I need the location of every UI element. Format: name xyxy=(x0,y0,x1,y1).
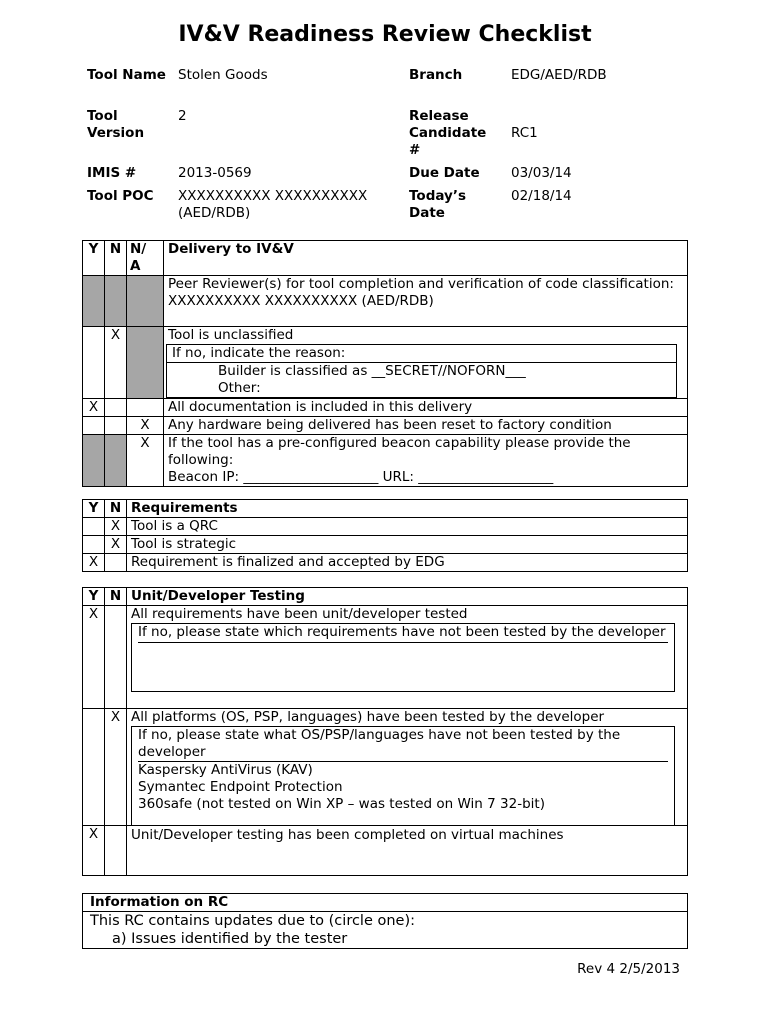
rc-info-option: a) Issues identified by the tester xyxy=(112,931,348,947)
delivery-table xyxy=(82,240,688,487)
delivery-heading: Delivery to IV&V xyxy=(164,241,688,276)
platform-item: 360safe (not tested on Win XP – was tested on Win 7 32-bit) xyxy=(138,796,545,812)
testing-heading: Unit/Developer Testing xyxy=(127,588,688,606)
untested-requirements-answer xyxy=(138,643,668,691)
req-y-mark xyxy=(83,536,105,554)
branch-value: EDG/AED/RDB xyxy=(511,67,607,83)
req-text: Tool is strategic xyxy=(127,536,688,554)
req-text: Tool is a QRC xyxy=(127,518,688,536)
platforms-n-mark: X xyxy=(105,709,127,826)
empty-cell xyxy=(83,709,105,826)
rc-info-line: This RC contains updates due to (circle one): xyxy=(90,913,416,929)
shaded-cell xyxy=(83,435,105,487)
unclassified-cell xyxy=(164,327,688,399)
requirements-table xyxy=(82,499,688,572)
rc-info-heading: Information on RC xyxy=(83,894,688,912)
tool-version-label: Tool Version xyxy=(87,108,145,141)
empty-cell xyxy=(105,826,127,876)
release-candidate-value: RC1 xyxy=(511,125,538,141)
unclassified-n-mark: X xyxy=(105,327,127,399)
peer-reviewer-cell xyxy=(164,276,688,327)
platform-item: Symantec Endpoint Protection xyxy=(138,779,343,795)
req-n-mark: X xyxy=(105,518,127,536)
unit-tested-y-mark: X xyxy=(83,606,105,709)
platforms-cell xyxy=(127,709,688,826)
untested-platforms-box xyxy=(131,726,675,825)
beacon-na-mark: X xyxy=(127,435,164,487)
req-n-mark: X xyxy=(105,536,127,554)
testing-table xyxy=(82,587,688,876)
unclassified-reason-box xyxy=(166,344,677,398)
imis-value: 2013-0569 xyxy=(178,165,252,181)
req-text: Requirement is finalized and accepted by EDG xyxy=(127,554,688,572)
col-n-header: N xyxy=(105,588,127,606)
todays-date-label: Today’s Date xyxy=(409,188,467,221)
platforms-text: All platforms (OS, PSP, languages) have been tested by the developer xyxy=(131,709,605,725)
builder-classified-text: Builder is classified as __SECRET//NOFORN___ xyxy=(218,363,526,379)
beacon-text: If the tool has a pre-configured beacon capability please provide the following: xyxy=(168,435,631,468)
untested-requirements-prompt: If no, please state which requirements have not been tested by the developer xyxy=(138,624,668,643)
tool-poc-value: XXXXXXXXXX XXXXXXXXXX (AED/RDB) xyxy=(178,188,368,221)
req-y-mark: X xyxy=(83,554,105,572)
beacon-fields: Beacon IP: ____________________ URL: ____________________ xyxy=(168,469,554,485)
tool-poc-label: Tool POC xyxy=(87,188,154,204)
platform-item: Kaspersky AntiVirus (KAV) xyxy=(138,762,313,778)
shaded-cell xyxy=(83,276,105,327)
col-y-header: Y xyxy=(83,241,105,276)
documentation-text: All documentation is included in this delivery xyxy=(164,399,688,417)
requirements-heading: Requirements xyxy=(127,500,688,518)
empty-cell xyxy=(105,399,127,417)
page-title: IV&V Readiness Review Checklist xyxy=(178,22,592,47)
peer-reviewer-name: XXXXXXXXXX XXXXXXXXXX (AED/RDB) xyxy=(168,293,434,309)
unclassified-text: Tool is unclassified xyxy=(168,327,294,343)
virtual-machines-y-mark: X xyxy=(83,826,105,876)
todays-date-value: 02/18/14 xyxy=(511,188,572,204)
shaded-cell xyxy=(105,435,127,487)
empty-cell xyxy=(127,399,164,417)
due-date-label: Due Date xyxy=(409,165,480,181)
req-y-mark xyxy=(83,518,105,536)
hardware-na-mark: X xyxy=(127,417,164,435)
empty-cell xyxy=(83,327,105,399)
shaded-cell xyxy=(127,327,164,399)
rc-info-body xyxy=(83,912,688,949)
tool-name-label: Tool Name xyxy=(87,67,166,83)
shaded-cell xyxy=(127,276,164,327)
release-candidate-label: Release Candidate # xyxy=(409,108,487,158)
hardware-text: Any hardware being delivered has been reset to factory condition xyxy=(164,417,688,435)
untested-platforms-prompt: If no, please state what OS/PSP/languages have not been tested by the developer xyxy=(138,727,668,762)
documentation-y-mark: X xyxy=(83,399,105,417)
empty-cell xyxy=(105,606,127,709)
col-n-header: N xyxy=(105,500,127,518)
shaded-cell xyxy=(105,276,127,327)
empty-cell xyxy=(83,417,105,435)
virtual-machines-text: Unit/Developer testing has been completed on virtual machines xyxy=(127,826,688,876)
branch-label: Branch xyxy=(409,67,463,83)
revision-footer: Rev 4 2/5/2013 xyxy=(577,961,680,977)
other-reason-text: Other: xyxy=(218,380,261,396)
col-y-header: Y xyxy=(83,500,105,518)
untested-requirements-box xyxy=(131,623,675,692)
due-date-value: 03/03/14 xyxy=(511,165,572,181)
empty-cell xyxy=(105,417,127,435)
col-n-header: N xyxy=(105,241,127,276)
tool-version-value: 2 xyxy=(178,108,187,124)
rc-info-table xyxy=(82,893,688,949)
req-n-mark xyxy=(105,554,127,572)
imis-label: IMIS # xyxy=(87,165,137,181)
tool-name-value: Stolen Goods xyxy=(178,67,268,83)
peer-reviewer-text: Peer Reviewer(s) for tool completion and verification of code classification: xyxy=(168,276,674,292)
beacon-cell xyxy=(164,435,688,487)
col-na-header: N/ A xyxy=(127,241,164,276)
unit-tested-cell xyxy=(127,606,688,709)
unit-tested-text: All requirements have been unit/developer tested xyxy=(131,606,468,622)
col-y-header: Y xyxy=(83,588,105,606)
reason-prompt: If no, indicate the reason: xyxy=(167,345,676,363)
